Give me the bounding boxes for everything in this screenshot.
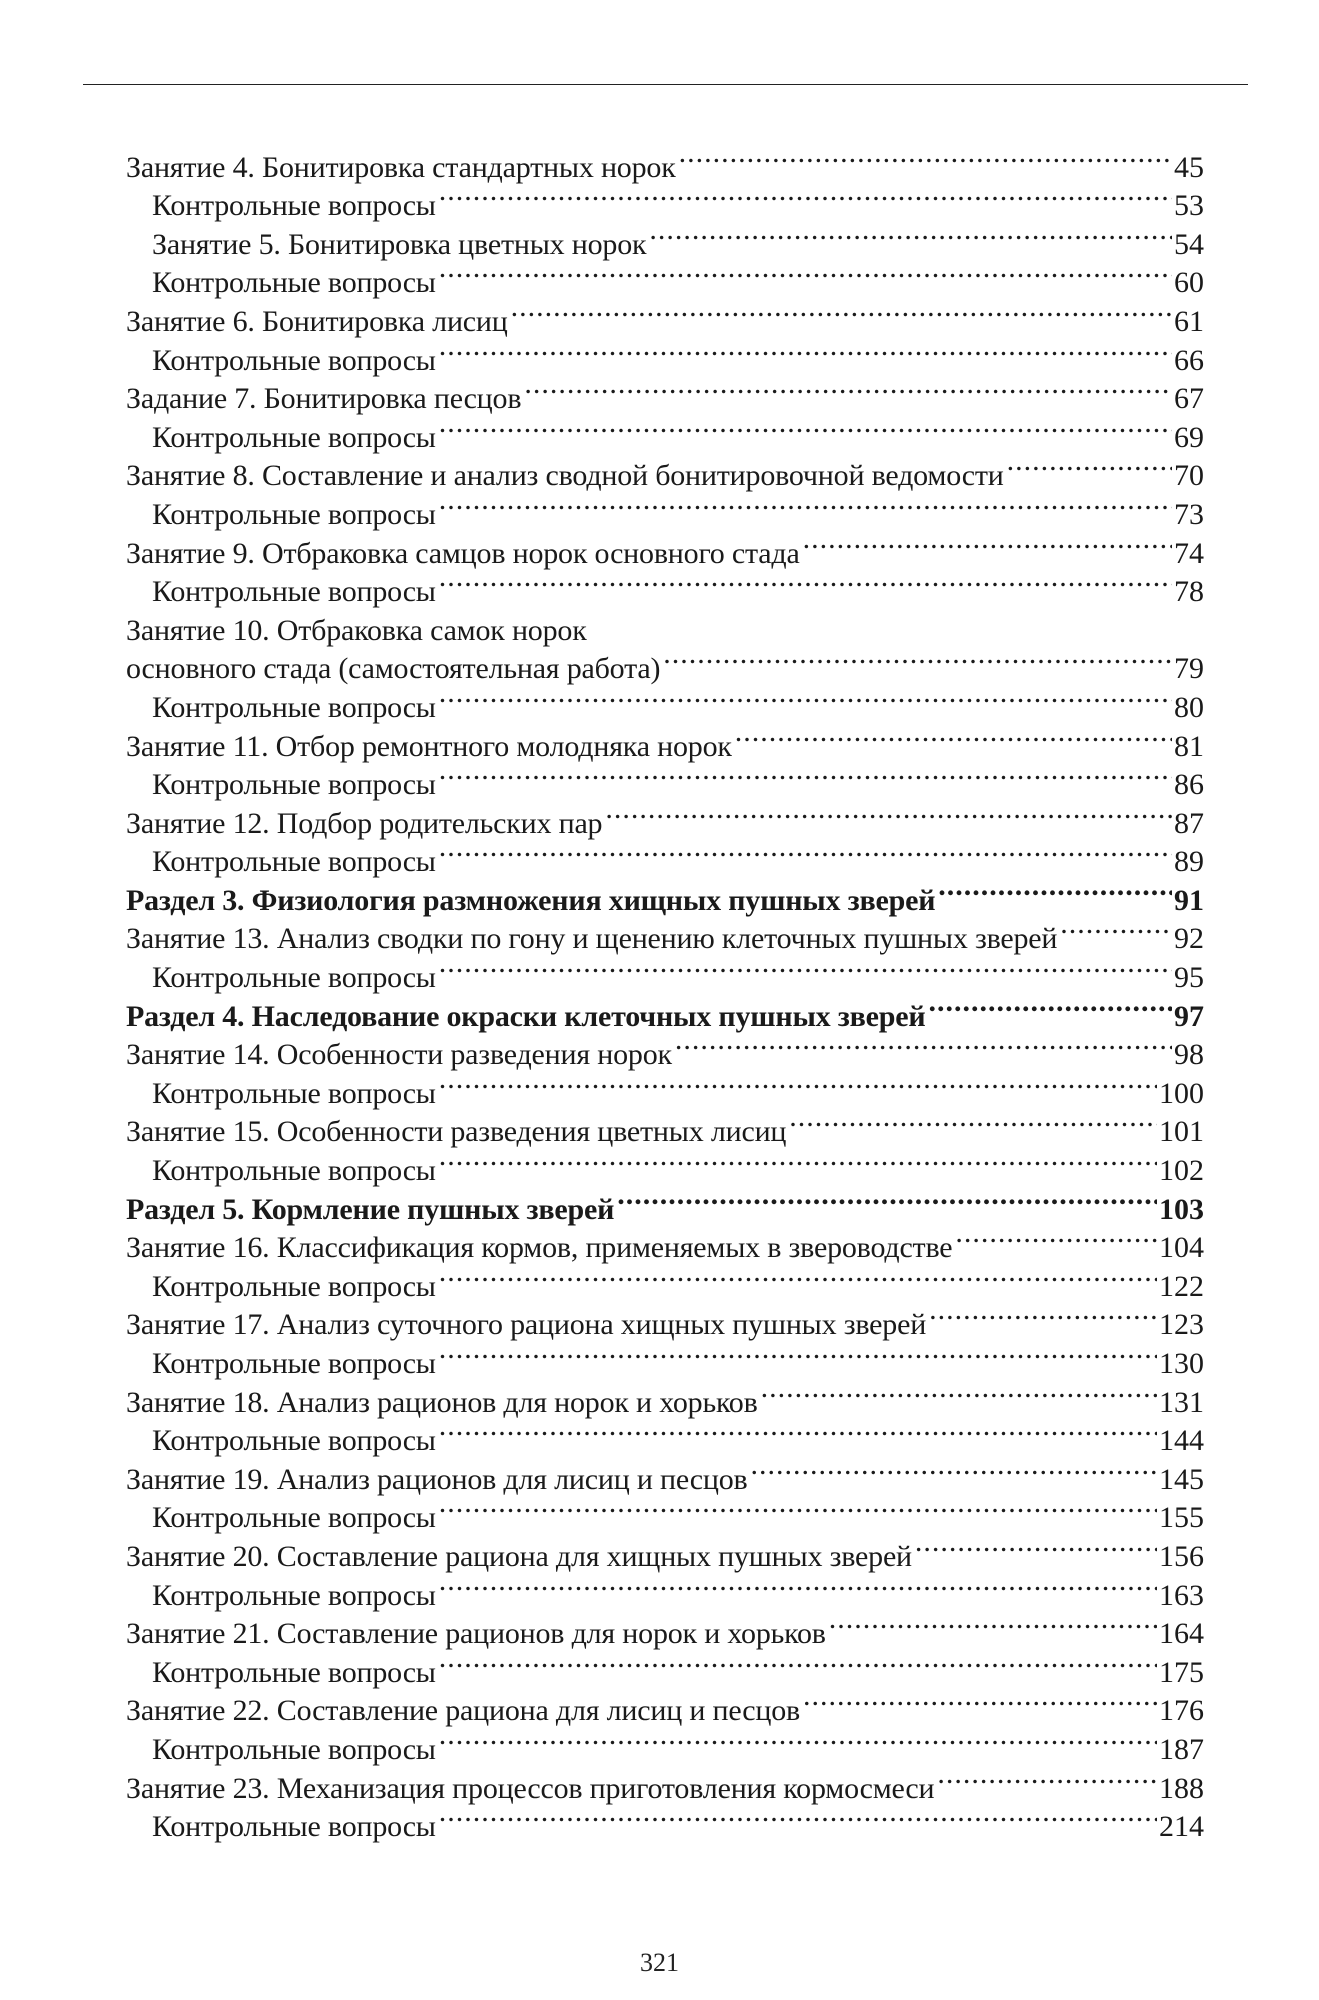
toc-entry-page: 89	[1174, 845, 1204, 879]
toc-entry-title: Занятие 22. Составление рациона для лисиц и песцов	[126, 1694, 801, 1728]
toc-dot-leader	[439, 563, 1172, 602]
toc-entry-page: 78	[1174, 575, 1204, 609]
toc-entry-page: 92	[1174, 922, 1204, 956]
toc-entry-title: Контрольные вопросы	[152, 420, 436, 454]
toc-dot-leader	[803, 1682, 1157, 1721]
toc-entry-page: 144	[1159, 1424, 1204, 1458]
toc-entry-page: 164	[1159, 1617, 1204, 1651]
toc-dot-leader	[803, 524, 1172, 563]
toc-entry-page: 97	[1174, 999, 1204, 1033]
toc-entry-title: Занятие 12. Подбор родительских пар	[126, 806, 603, 840]
toc-entry-title: Контрольные вопросы	[152, 690, 436, 724]
toc-entry-title: Контрольные вопросы	[152, 1076, 436, 1110]
toc-entry-title: Контрольные вопросы	[152, 1154, 436, 1188]
toc-dot-leader	[928, 987, 1172, 1026]
toc-dot-leader	[439, 1334, 1157, 1373]
toc-dot-leader	[439, 1643, 1157, 1682]
toc-entry-title: Контрольные вопросы	[152, 1810, 436, 1844]
toc-dot-leader	[617, 1180, 1157, 1219]
toc-entry-title: Раздел 5. Кормление пушных зверей	[126, 1192, 615, 1226]
toc-entry-title: Занятие 20. Составление рациона для хищных пушных зверей	[126, 1539, 912, 1573]
toc-entry-page: 80	[1174, 690, 1204, 724]
toc-dot-leader	[439, 1257, 1157, 1296]
toc-entry-page: 53	[1174, 189, 1204, 223]
toc-entry-page: 67	[1174, 382, 1204, 416]
toc-entry-page: 187	[1159, 1732, 1204, 1766]
toc-dot-leader	[789, 1103, 1157, 1142]
toc-dot-leader	[605, 794, 1172, 833]
toc-entry-page: 104	[1159, 1231, 1204, 1265]
toc-entry-title: Контрольные вопросы	[152, 1655, 436, 1689]
toc-entry-title: Раздел 3. Физиология размножения хищных пушных зверей	[126, 883, 936, 917]
toc-entry-title: Занятие 10. Отбраковка самок норок	[126, 613, 587, 647]
toc-dot-leader	[938, 871, 1172, 910]
toc-entry-title: Занятие 5. Бонитировка цветных норок	[152, 227, 647, 261]
toc-entry-page: 100	[1159, 1076, 1204, 1110]
toc-dot-leader	[439, 948, 1172, 987]
toc-entry-title: Занятие 18. Анализ рационов для норок и хорьков	[126, 1385, 758, 1419]
toc-entry-title: Занятие 11. Отбор ремонтного молодняка норок	[126, 729, 732, 763]
toc-entry-title: Занятие 6. Бонитировка лисиц	[126, 304, 508, 338]
toc-entry-title: Контрольные вопросы	[152, 1424, 436, 1458]
toc-entry-page: 188	[1159, 1771, 1204, 1805]
toc-entry-page: 155	[1159, 1501, 1204, 1535]
toc-entry-title: Контрольные вопросы	[152, 1578, 436, 1612]
toc-entry-page: 156	[1159, 1539, 1204, 1573]
toc-dot-leader	[439, 408, 1172, 447]
toc-dot-leader	[915, 1527, 1157, 1566]
toc-entry-page: 176	[1159, 1694, 1204, 1728]
toc-entry-title: Контрольные вопросы	[152, 497, 436, 531]
toc-entry-title: Контрольные вопросы	[152, 189, 436, 223]
toc-dot-leader	[590, 601, 1202, 640]
toc-dot-leader	[1060, 910, 1172, 949]
toc-entry-title: Контрольные вопросы	[152, 961, 436, 995]
toc-entry-page: 123	[1159, 1308, 1204, 1342]
toc-dot-leader	[439, 1566, 1157, 1605]
toc-entry-title: Контрольные вопросы	[152, 1347, 436, 1380]
toc-entry-page: 103	[1159, 1192, 1204, 1226]
page-number: 321	[640, 1948, 679, 1977]
toc-dot-leader	[675, 1026, 1172, 1065]
toc-entry-page: 73	[1174, 497, 1204, 531]
toc-dot-leader	[761, 1373, 1157, 1412]
toc-dot-leader	[1007, 447, 1172, 486]
toc-entry-title: Занятие 4. Бонитировка стандартных норок	[126, 150, 676, 184]
toc-entry-page: 45	[1174, 150, 1204, 184]
toc-dot-leader	[524, 370, 1172, 409]
toc-entry-page: 70	[1174, 459, 1204, 493]
toc-dot-leader	[439, 177, 1172, 216]
toc-entry-title: Занятие 13. Анализ сводки по гону и щенению клеточных пушных зверей	[126, 922, 1058, 956]
toc-dot-leader	[439, 756, 1172, 795]
toc-entry-title: Контрольные вопросы	[152, 1269, 436, 1303]
toc-entry-title: Занятие 19. Анализ рационов для лисиц и песцов	[126, 1462, 748, 1496]
toc-entry-title: Контрольные вопросы	[152, 343, 436, 377]
toc-entry-page: 86	[1174, 768, 1204, 802]
toc-dot-leader	[735, 717, 1172, 756]
toc-entry-page: 87	[1174, 806, 1204, 840]
toc-entry-page: 145	[1159, 1462, 1204, 1496]
toc-entry-page: 131	[1159, 1385, 1204, 1419]
toc-entry-title: Занятие 9. Отбраковка самцов норок основного стада	[126, 536, 800, 570]
toc-entry-page: 79	[1174, 652, 1204, 686]
toc-entry-page: 175	[1159, 1655, 1204, 1689]
toc-dot-leader	[439, 1064, 1157, 1103]
toc-dot-leader	[649, 215, 1172, 254]
toc-dot-leader	[439, 1489, 1157, 1528]
toc-entry-page: 163	[1159, 1578, 1204, 1612]
toc-entry-page: 130	[1159, 1347, 1204, 1380]
table-of-contents	[126, 138, 1204, 1844]
toc-entry-page: 66	[1174, 343, 1204, 377]
toc-dot-leader	[439, 254, 1172, 293]
toc-entry-page: 102	[1159, 1154, 1204, 1188]
toc-dot-leader	[439, 833, 1172, 872]
toc-entry-page: 81	[1174, 729, 1204, 763]
toc-entry-title: Занятие 17. Анализ суточного рациона хищных пушных зверей	[126, 1308, 927, 1342]
toc-dot-leader	[439, 1720, 1157, 1759]
toc-entry-title: Занятие 16. Классификация кормов, применяемых в звероводстве	[126, 1231, 953, 1265]
toc-entry-page: 98	[1174, 1038, 1204, 1072]
toc-entry-page: 74	[1174, 536, 1204, 570]
toc-entry-title: Раздел 4. Наследование окраски клеточных пушных зверей	[126, 999, 926, 1033]
toc-entry-page: 214	[1159, 1810, 1204, 1844]
toc-dot-leader	[439, 1141, 1157, 1180]
toc-entry-page: 101	[1159, 1115, 1204, 1149]
toc-entry-title: Задание 7. Бонитировка песцов	[126, 382, 522, 416]
toc-entry-page: 54	[1174, 227, 1204, 261]
toc-entry-title: Занятие 8. Составление и анализ сводной бонитировочной ведомости	[126, 459, 1004, 493]
toc-dot-leader	[439, 1412, 1157, 1451]
header-rule	[83, 84, 1248, 85]
toc-entry-title: Контрольные вопросы	[152, 1501, 436, 1535]
toc-dot-leader	[829, 1605, 1157, 1644]
toc-entry-title: Занятие 21. Составление рационов для норок и хорьков	[126, 1617, 826, 1651]
toc-dot-leader	[679, 138, 1172, 177]
toc-dot-leader	[439, 678, 1172, 717]
toc-dot-leader	[937, 1759, 1157, 1798]
toc-dot-leader	[955, 1219, 1157, 1258]
toc-dot-leader	[663, 640, 1172, 679]
toc-entry-page: 69	[1174, 420, 1204, 454]
toc-entry-page: 61	[1174, 304, 1204, 338]
toc-entry-title: основного стада (самостоятельная работа)	[126, 652, 661, 686]
toc-entry-page: 60	[1174, 266, 1204, 300]
toc-entry-title: Занятие 15. Особенности разведения цветных лисиц	[126, 1115, 787, 1149]
toc-entry-page: 122	[1159, 1269, 1204, 1303]
toc-entry-row	[126, 138, 1204, 184]
toc-dot-leader	[439, 331, 1172, 370]
toc-entry-title: Контрольные вопросы	[152, 1732, 436, 1766]
toc-dot-leader	[751, 1450, 1158, 1489]
toc-entry-title: Контрольные вопросы	[152, 575, 436, 609]
toc-dot-leader	[439, 485, 1172, 524]
toc-dot-leader	[439, 1798, 1157, 1837]
toc-entry-title: Занятие 14. Особенности разведения норок	[126, 1038, 672, 1072]
toc-dot-leader	[929, 1296, 1157, 1335]
toc-entry-title: Контрольные вопросы	[152, 266, 436, 300]
toc-entry-page: 91	[1174, 883, 1204, 917]
toc-entry-title: Занятие 23. Механизация процессов приготовления кормосмеси	[126, 1771, 935, 1805]
toc-entry-title: Контрольные вопросы	[152, 845, 436, 879]
toc-entry-title: Контрольные вопросы	[152, 768, 436, 802]
toc-dot-leader	[511, 292, 1172, 331]
toc-entry-page: 95	[1174, 961, 1204, 995]
